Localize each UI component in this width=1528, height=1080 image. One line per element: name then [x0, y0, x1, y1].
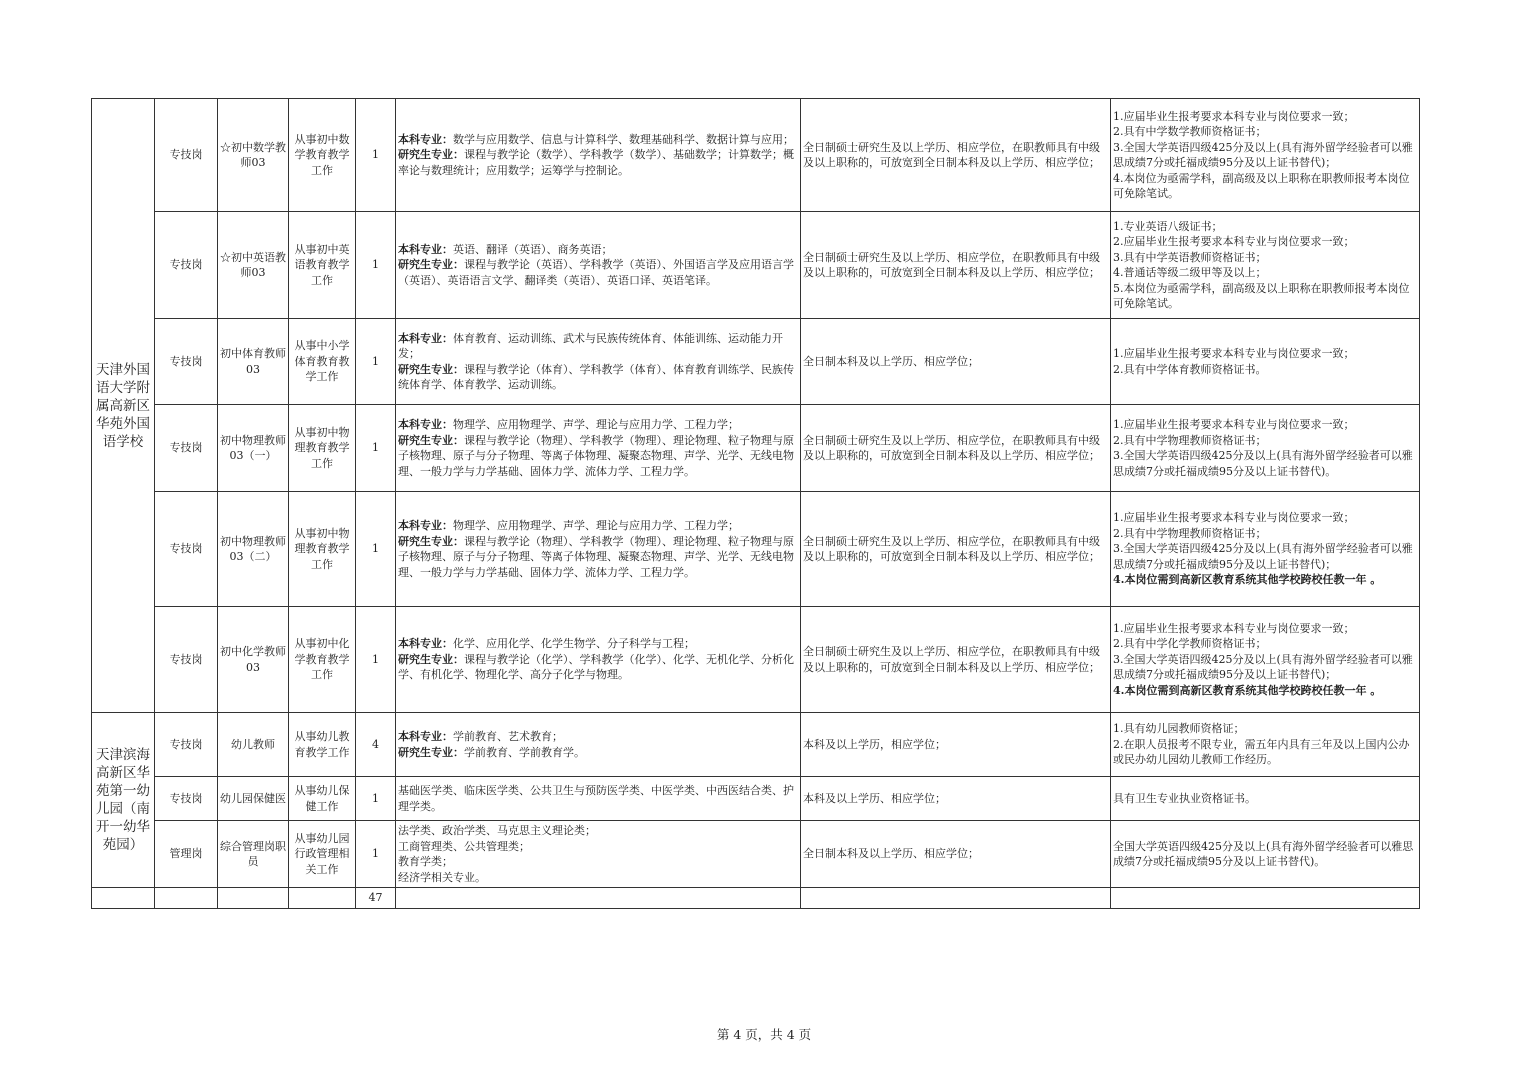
- grad-label: 研究生专业：: [398, 534, 464, 548]
- grad-text: 课程与教学论（化学）、学科教学（化学）、化学、无机化学、分析化学、有机化学、物理化学、高分子化学与物理。: [398, 652, 794, 682]
- post-type-cell: 专技岗: [155, 212, 218, 319]
- undergrad-majors: [398, 331, 798, 362]
- duty-cell: 从事初中英语教育教学工作: [289, 212, 356, 319]
- post-type-cell: 专技岗: [155, 492, 218, 607]
- grad-majors: [398, 534, 798, 581]
- grad-text: 课程与教学论（体育）、学科教学（体育）、体育教育训练学、民族传统体育学、体育教学、运动训练。: [398, 362, 794, 391]
- majors-cell: [396, 212, 801, 319]
- table-row: [92, 492, 1420, 607]
- table-row: [92, 777, 1420, 821]
- requirement-line: 3.全国大学英语四级425分及以上(具有海外留学经验者可以雅思成绩7分或托福成绩95分及以上证书替代)；: [1113, 542, 1413, 571]
- table-row: [92, 212, 1420, 319]
- post-name-cell: 综合管理岗职员: [218, 821, 289, 888]
- requirements-cell: [1111, 99, 1420, 212]
- requirement-line: 2.具有中学体育教师资格证书。: [1113, 362, 1267, 376]
- post-name-cell: ☆初中数学教师03: [218, 99, 289, 212]
- post-name-cell: 初中体育教师03: [218, 319, 289, 405]
- table-row: [92, 713, 1420, 777]
- requirement-line: 1.应届毕业生报考要求本科专业与岗位要求一致；: [1113, 418, 1355, 431]
- major-line: 经济学相关专业。: [398, 870, 486, 884]
- grad-text: 课程与教学论（物理）、学科教学（物理）、理论物理、粒子物理与原子核物理、原子与分子物理、等离子体物理、凝聚态物理、声学、光学、无线电物理、一般力学与力学基础、固体力学、流体力学、工程力学。: [398, 433, 794, 478]
- undergrad-label: 本科专业：: [398, 418, 453, 431]
- grad-majors: [398, 362, 798, 393]
- requirements-cell: [1111, 405, 1420, 492]
- post-type-cell: 专技岗: [155, 607, 218, 713]
- duty-cell: 从事初中物理教育教学工作: [289, 405, 356, 492]
- education-cell: 全日制本科及以上学历、相应学位；: [801, 821, 1111, 888]
- count-cell: 1: [356, 777, 396, 821]
- grad-text: 学前教育、学前教育学。: [464, 745, 585, 759]
- grad-label: 研究生专业：: [398, 258, 464, 272]
- requirement-line: 3.全国大学英语四级425分及以上(具有海外留学经验者可以雅思成绩7分或托福成绩95分及以上证书替代)。: [1113, 449, 1413, 478]
- post-type-cell: 专技岗: [155, 319, 218, 405]
- requirement-line: 2.具有中学物理教师资格证书；: [1113, 433, 1267, 447]
- count-cell: 1: [356, 492, 396, 607]
- requirement-line: 2.具有中学数学教师资格证书；: [1113, 125, 1267, 138]
- grad-text: 课程与教学论（英语）、学科教学（英语）、外国语言学及应用语言学（英语）、英语语言文学、翻译类（英语）、英语口译、英语笔译。: [398, 258, 794, 287]
- undergrad-majors: [398, 242, 798, 258]
- requirements-cell: [1111, 713, 1420, 777]
- requirements-cell: [1111, 212, 1420, 319]
- requirement-line: 1.专业英语八级证书；: [1113, 219, 1223, 233]
- requirement-line: 2.具有中学化学教师资格证书；: [1113, 637, 1267, 651]
- undergrad-text: 化学、应用化学、化学生物学、分子科学与工程；: [453, 637, 695, 651]
- grad-label: 研究生专业：: [398, 362, 464, 376]
- count-cell: 1: [356, 212, 396, 319]
- education-cell: 全日制硕士研究生及以上学历、相应学位，在职教师具有中级及以上职称的，可放宽到全日制本科及以上学历、相应学位；: [801, 607, 1111, 713]
- empty-cell: [155, 888, 218, 909]
- grad-text: 课程与教学论（物理）、学科教学（物理）、理论物理、粒子物理与原子核物理、原子与分子物理、等离子体物理、凝聚态物理、声学、光学、无线电物理、一般力学与力学基础、固体力学、流体力学、工程力学。: [398, 534, 794, 579]
- education-cell: 全日制硕士研究生及以上学历、相应学位，在职教师具有中级及以上职称的，可放宽到全日制本科及以上学历、相应学位；: [801, 212, 1111, 319]
- requirements-cell: [1111, 777, 1420, 821]
- requirement-line: 2.在职人员报考不限专业，需五年内具有三年及以上国内公办或民办幼儿园幼儿教师工作经历。: [1113, 737, 1410, 767]
- majors-cell: [396, 821, 801, 888]
- recruitment-table: [91, 98, 1420, 909]
- requirements-cell: [1111, 319, 1420, 405]
- grad-majors: [398, 257, 798, 288]
- empty-cell: [218, 888, 289, 909]
- count-cell: 1: [356, 319, 396, 405]
- post-type-cell: 专技岗: [155, 99, 218, 212]
- requirement-line: 1.应届毕业生报考要求本科专业与岗位要求一致；: [1113, 109, 1355, 123]
- unit-cell: 天津滨海高新区华苑第一幼儿园（南开一幼华苑园）: [92, 713, 155, 888]
- duty-cell: 从事初中数学教育教学工作: [289, 99, 356, 212]
- duty-cell: 从事初中物理教育教学工作: [289, 492, 356, 607]
- post-name-cell: 幼儿园保健医: [218, 777, 289, 821]
- undergrad-text: 学前教育、艺术教育；: [453, 730, 563, 743]
- requirement-line: 2.应届毕业生报考要求本科专业与岗位要求一致；: [1113, 235, 1355, 248]
- empty-cell: [801, 888, 1111, 909]
- post-name-cell: 初中化学教师03: [218, 607, 289, 713]
- undergrad-text: 英语、翻译（英语）、商务英语；: [453, 242, 613, 256]
- post-type-cell: 专技岗: [155, 777, 218, 821]
- major-line: 工商管理类、公共管理类；: [398, 839, 530, 853]
- count-cell: 1: [356, 607, 396, 713]
- requirements-cell: [1111, 607, 1420, 713]
- empty-cell: [289, 888, 356, 909]
- majors-cell: [396, 713, 801, 777]
- page-footer: 第 4 页，共 4 页: [716, 1027, 812, 1042]
- empty-cell: [1111, 888, 1420, 909]
- requirement-line: 3.全国大学英语四级425分及以上(具有海外留学经验者可以雅思成绩7分或托福成绩95分及以上证书替代)；: [1113, 652, 1413, 682]
- empty-cell: [92, 888, 155, 909]
- count-cell: 4: [356, 713, 396, 777]
- majors-cell: [396, 777, 801, 821]
- undergrad-majors: [398, 729, 798, 745]
- duty-cell: 从事初中化学教育教学工作: [289, 607, 356, 713]
- undergrad-label: 本科专业：: [398, 637, 453, 651]
- grad-label: 研究生专业：: [398, 148, 464, 162]
- post-name-cell: ☆初中英语教师03: [218, 212, 289, 319]
- grad-majors: [398, 147, 798, 178]
- majors-cell: [396, 492, 801, 607]
- requirement-line: 2.具有中学物理教师资格证书；: [1113, 526, 1267, 540]
- grad-text: 课程与教学论（数学）、学科教学（数学）、基础数学；计算数学；概率论与数理统计；应用数学；运筹学与控制论。: [398, 148, 794, 177]
- unit-cell: 天津外国语大学附属高新区华苑外国语学校: [92, 99, 155, 713]
- requirement-line: 3.全国大学英语四级425分及以上(具有海外留学经验者可以雅思成绩7分或托福成绩95分及以上证书替代)；: [1113, 140, 1413, 169]
- undergrad-majors: [398, 636, 798, 652]
- post-type-cell: 专技岗: [155, 713, 218, 777]
- requirement-line: 4.普通话等级二级甲等及以上；: [1113, 266, 1267, 279]
- requirement-line: 5.本岗位为亟需学科，副高级及以上职称在职教师报考本岗位可免除笔试。: [1113, 281, 1410, 310]
- table-row: [92, 607, 1420, 713]
- duty-cell: 从事幼儿教育教学工作: [289, 713, 356, 777]
- undergrad-label: 本科专业：: [398, 132, 453, 146]
- undergrad-text: 数学与应用数学、信息与计算科学、数理基础科学、数据计算与应用；: [453, 132, 794, 146]
- requirements-cell: [1111, 821, 1420, 888]
- total-count-cell: 47: [356, 888, 396, 909]
- undergrad-majors: [398, 518, 798, 534]
- post-type-cell: 管理岗: [155, 821, 218, 888]
- undergrad-majors: [398, 417, 798, 433]
- undergrad-text: 物理学、应用物理学、声学、理论与应用力学、工程力学；: [453, 418, 739, 431]
- undergrad-text: 物理学、应用物理学、声学、理论与应用力学、工程力学；: [453, 519, 739, 532]
- post-name-cell: 初中物理教师03（二）: [218, 492, 289, 607]
- duty-cell: 从事中小学体育教育教学工作: [289, 319, 356, 405]
- requirement-line-bold: 4.本岗位需到高新区教育系统其他学校跨校任教一年 。: [1113, 573, 1382, 587]
- grad-majors: [398, 652, 798, 683]
- undergrad-label: 本科专业：: [398, 730, 453, 743]
- table-row: [92, 99, 1420, 212]
- table-row: [92, 405, 1420, 492]
- table-row: [92, 319, 1420, 405]
- empty-cell: [396, 888, 801, 909]
- count-cell: 1: [356, 405, 396, 492]
- grad-label: 研究生专业：: [398, 745, 464, 759]
- post-name-cell: 初中物理教师03（一）: [218, 405, 289, 492]
- education-cell: 全日制硕士研究生及以上学历、相应学位，在职教师具有中级及以上职称的，可放宽到全日制本科及以上学历、相应学位；: [801, 405, 1111, 492]
- undergrad-label: 本科专业：: [398, 519, 453, 532]
- total-row: [92, 888, 1420, 909]
- undergrad-label: 本科专业：: [398, 331, 453, 345]
- majors-cell: [396, 99, 801, 212]
- requirement-line: 4.本岗位为亟需学科，副高级及以上职称在职教师报考本岗位可免除笔试。: [1113, 171, 1410, 200]
- majors-cell: [396, 405, 801, 492]
- major-line: 法学类、政治学类、马克思主义理论类；: [398, 824, 596, 837]
- duty-cell: 从事幼儿保健工作: [289, 777, 356, 821]
- requirement-line: 全国大学英语四级425分及以上(具有海外留学经验者可以雅思成绩7分或托福成绩95分及以上证书替代)。: [1113, 839, 1414, 868]
- majors-cell: [396, 607, 801, 713]
- education-cell: 全日制本科及以上学历、相应学位；: [801, 319, 1111, 405]
- major-line: 基础医学类、临床医学类、公共卫生与预防医学类、中医学类、中西医结合类、护理学类。: [398, 784, 794, 813]
- grad-label: 研究生专业：: [398, 433, 464, 447]
- grad-majors: [398, 745, 798, 761]
- count-cell: 1: [356, 99, 396, 212]
- post-name-cell: 幼儿教师: [218, 713, 289, 777]
- requirement-line: 3.具有中学英语教师资格证书；: [1113, 250, 1267, 264]
- undergrad-majors: [398, 132, 798, 148]
- requirement-line: 具有卫生专业执业资格证书。: [1113, 791, 1256, 805]
- table-row: [92, 821, 1420, 888]
- requirement-line: 1.应届毕业生报考要求本科专业与岗位要求一致；: [1113, 621, 1355, 635]
- education-cell: 全日制硕士研究生及以上学历、相应学位，在职教师具有中级及以上职称的，可放宽到全日制本科及以上学历、相应学位；: [801, 492, 1111, 607]
- requirement-line: 1.具有幼儿园教师资格证；: [1113, 722, 1245, 736]
- major-line: 教育学类；: [398, 855, 453, 868]
- post-type-cell: 专技岗: [155, 405, 218, 492]
- requirements-cell: [1111, 492, 1420, 607]
- requirement-line: 1.应届毕业生报考要求本科专业与岗位要求一致；: [1113, 511, 1355, 525]
- undergrad-text: 体育教育、运动训练、武术与民族传统体育、体能训练、运动能力开发；: [398, 331, 783, 360]
- education-cell: 本科及以上学历、相应学位；: [801, 777, 1111, 821]
- requirement-line-bold: 4.本岗位需到高新区教育系统其他学校跨校任教一年 。: [1113, 683, 1382, 697]
- requirement-line: 1.应届毕业生报考要求本科专业与岗位要求一致；: [1113, 347, 1355, 360]
- grad-majors: [398, 433, 798, 480]
- majors-cell: [396, 319, 801, 405]
- undergrad-label: 本科专业：: [398, 242, 453, 256]
- education-cell: 全日制硕士研究生及以上学历、相应学位，在职教师具有中级及以上职称的，可放宽到全日制本科及以上学历、相应学位；: [801, 99, 1111, 212]
- count-cell: 1: [356, 821, 396, 888]
- grad-label: 研究生专业：: [398, 652, 464, 666]
- duty-cell: 从事幼儿园行政管理相关工作: [289, 821, 356, 888]
- education-cell: 本科及以上学历，相应学位；: [801, 713, 1111, 777]
